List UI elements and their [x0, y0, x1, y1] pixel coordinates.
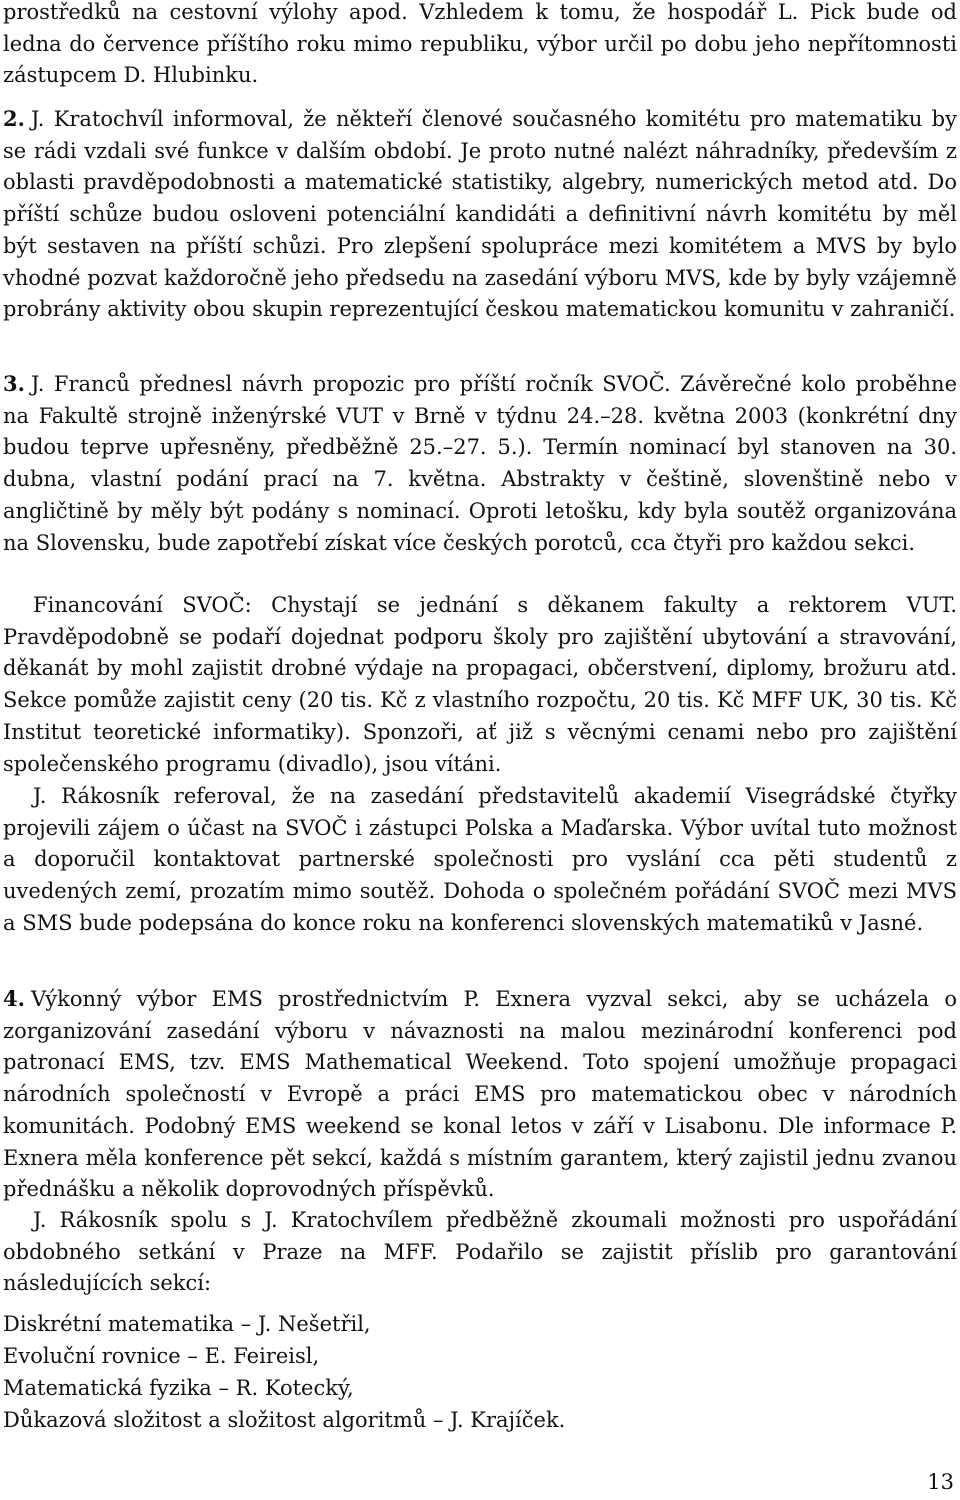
section-list-item: Matematická fyzika – R. Kotecký,: [3, 1376, 354, 1400]
page-number: 13: [927, 1470, 954, 1494]
paragraph-text: Výkonný výbor EMS prostřednictvím P. Exnera vyzval sekci, aby se ucházela o zorganizování zasedání výboru v návaznosti na malou mezinárodní konferenci pod patronací EMS, tzv. EMS Mathematical Weekend. Toto spojení umožňuje propagaci národních společností v Evropě a práci EMS pro matematickou obec v národních komunitách. Podobný EMS weekend se konal letos v září v Lisabonu. Dle informace P. Exnera měla konference pět sekcí, každá s místním garantem, který zajistil jednu zvanou přednášku a několik doprovodných příspěvků.: [3, 987, 957, 1202]
paragraph-continuation: [3, 0, 957, 92]
paragraph-text: J. Franců přednesl návrh propozic pro příští ročník SVOČ. Závěrečné kolo proběhne na Fakultě strojně inženýrské VUT v Brně v týdnu 24.–28. května 2003 (konkrétní dny budou teprve upřesněny, předběžně 25.–27. 5.). Termín nominací byl stanoven na 30. dubna, vlastní podání prací na 7. května. Abstrakty v češtině, slovenštině nebo v angličtině by měly být podány s nominací. Oproti letošku, kdy byla soutěž organizována na Slovensku, bude zapotřebí získat více českých porotců, cca čtyři pro každou sekci.: [3, 372, 957, 555]
paragraph-text: Financování SVOČ: Chystají se jednání s děkanem fakulty a rektorem VUT. Pravděpodobně se podaří dojednat podporu školy pro zajištění ubytování a stravování, děkanát by mohl zajistit drobné výdaje na propagaci, občerstvení, diplomy, brožuru atd. Sekce pomůže zajistit ceny (20 tis. Kč z vlastního rozpočtu, 20 tis. Kč MFF UK, 30 tis. Kč Institut teoretické informatiky). Sponzoři, ať již s věcnými cenami nebo pro zajištění společenského programu (divadlo), jsou vítáni.: [3, 593, 957, 776]
paragraph-text: prostředků na cestovní výlohy apod. Vzhledem k tomu, že hospodář L. Pick bude od ledna do července příštího roku mimo republiku, výbor určil po dobu jeho nepřítomnosti zástupcem D. Hlubinku.: [3, 0, 957, 88]
paragraph-item-4: [3, 983, 957, 1206]
paragraph-prague: [3, 1205, 957, 1300]
paragraph-text: J. Rákosník spolu s J. Kratochvílem předběžně zkoumali možnosti pro uspořádání obdobného setkání v Praze na MFF. Podařilo se zajistit příslib pro garantování následujících sekcí:: [3, 1208, 957, 1296]
paragraph-financing: [3, 590, 957, 780]
section-list-item: Evoluční rovnice – E. Feireisl,: [3, 1344, 320, 1368]
paragraph-item-2: [3, 103, 957, 326]
paragraph-text: J. Kratochvíl informoval, že někteří členové současného komitétu pro matematiku by se rádi vzdali své funkce v dalším období. Je proto nutné nalézt náhradníky, především z oblasti pravděpodobnosti a matematické statistiky, algebry, numerických metod atd. Do příští schůze budou osloveni potenciální kandidáti a definitivní návrh komitétu by měl být sestaven na příští schůzi. Pro zlepšení spolupráce mezi komitétem a MVS by bylo vhodné pozvat každoročně jeho předsedu na zasedání výboru MVS, kde by byly vzájemně probrány aktivity obou skupin reprezentující českou matematickou komunitu v zahraničí.: [3, 107, 957, 322]
item-number: 4.: [3, 986, 25, 1011]
section-list-item: Diskrétní matematika – J. Nešetřil,: [3, 1312, 371, 1336]
item-number: 3.: [3, 371, 25, 396]
paragraph-visegrad: [3, 781, 957, 940]
paragraph-item-3: [3, 368, 957, 559]
item-number: 2.: [3, 106, 25, 131]
section-list-item: Důkazová složitost a složitost algoritmů – J. Krajíček.: [3, 1408, 566, 1432]
paragraph-text: J. Rákosník referoval, že na zasedání představitelů akademií Visegrádské čtyřky projevili zájem o účast na SVOČ i zástupci Polska a Maďarska. Výbor uvítal tuto možnost a doporučil kontaktovat partnerské společnosti pro vyslání cca pěti studentů z uvedených zemí, prozatím mimo soutěž. Dohoda o společném pořádání SVOČ mezi MVS a SMS bude podepsána do konce roku na konferenci slovenských matematiků v Jasné.: [3, 784, 957, 935]
